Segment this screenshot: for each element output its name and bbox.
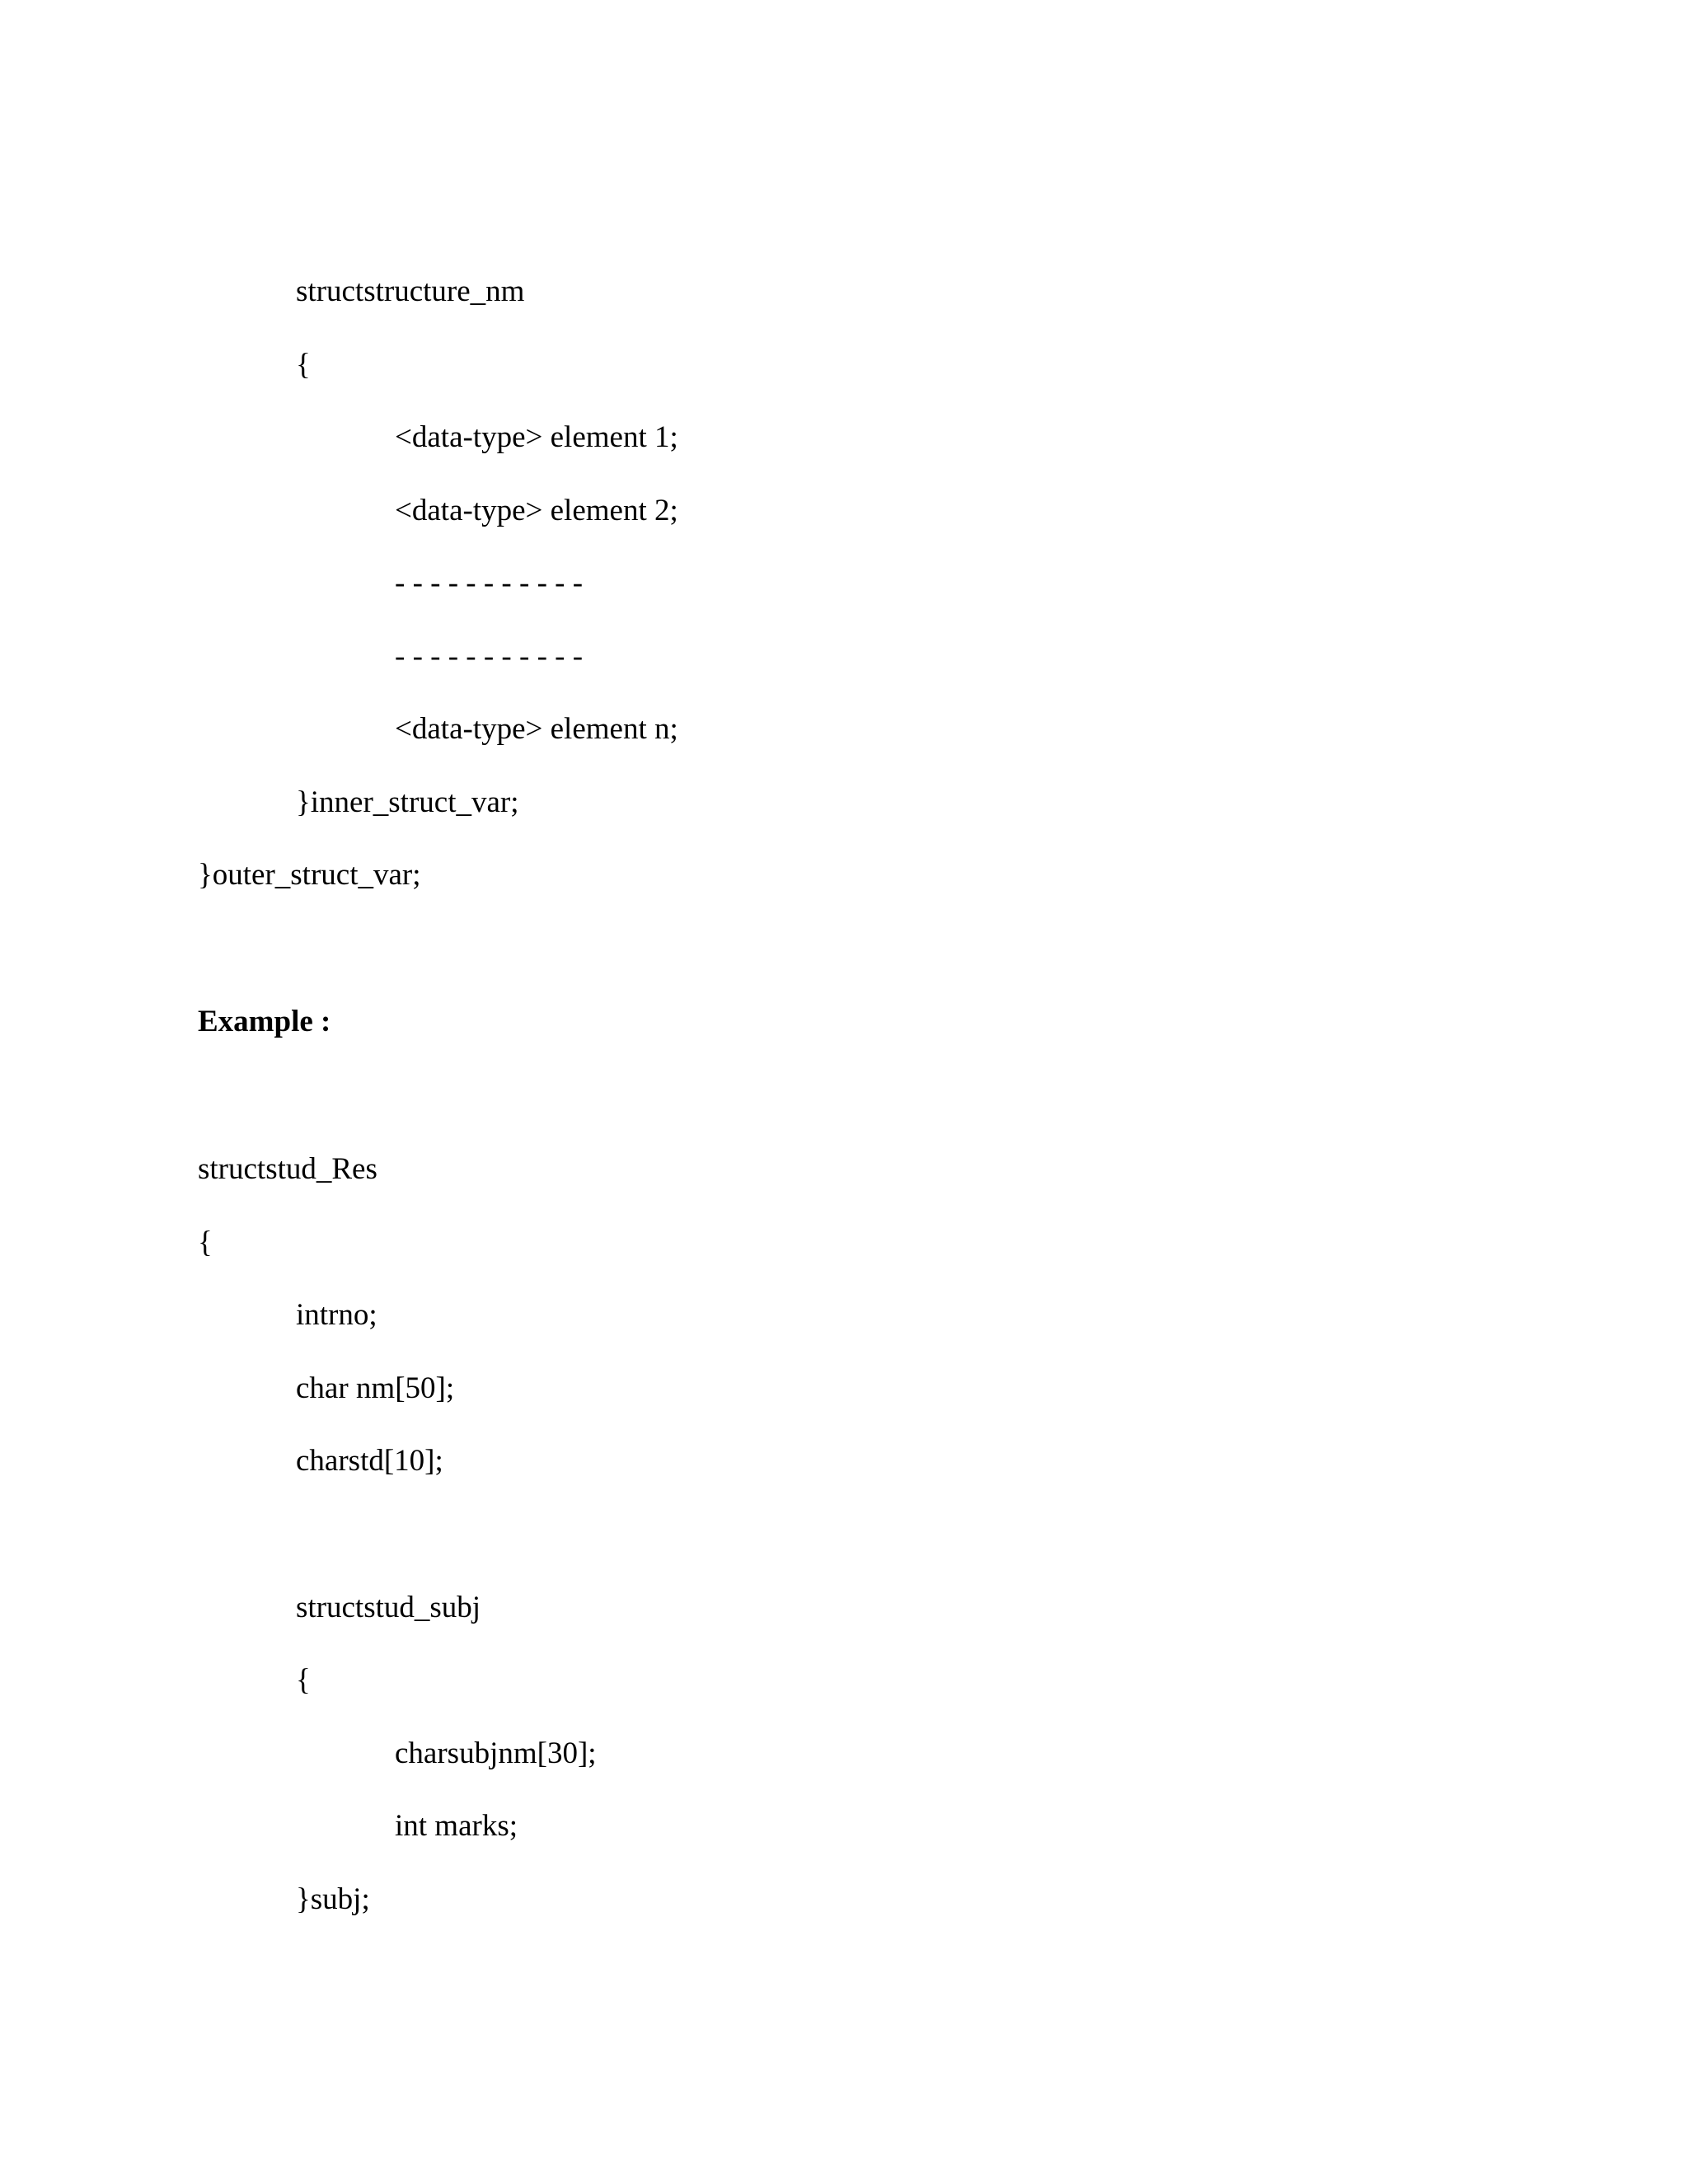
code-line: {: [296, 348, 311, 382]
code-line: int marks;: [395, 1809, 518, 1843]
code-line: }outer_struct_var;: [198, 858, 421, 892]
code-line: charsubjnm[30];: [395, 1736, 597, 1770]
example-heading: Example :: [198, 1005, 331, 1038]
code-line: <data-type> element 1;: [395, 420, 678, 454]
code-line: char nm[50];: [296, 1371, 455, 1405]
code-line: intrno;: [296, 1298, 377, 1332]
code-line: {: [198, 1226, 213, 1259]
code-line: structstud_subj: [296, 1591, 481, 1624]
code-line: }inner_struct_var;: [296, 785, 519, 819]
code-line: structstud_Res: [198, 1152, 377, 1186]
code-line: }subj;: [296, 1882, 370, 1916]
code-line: <data-type> element 2;: [395, 494, 678, 527]
code-line: <data-type> element n;: [395, 712, 678, 746]
code-line: structstructure_nm: [296, 274, 525, 308]
code-line: - - - - - - - - - - -: [395, 566, 584, 600]
code-line: charstd[10];: [296, 1444, 443, 1478]
code-line: - - - - - - - - - - -: [395, 640, 584, 673]
code-line: {: [296, 1663, 311, 1697]
